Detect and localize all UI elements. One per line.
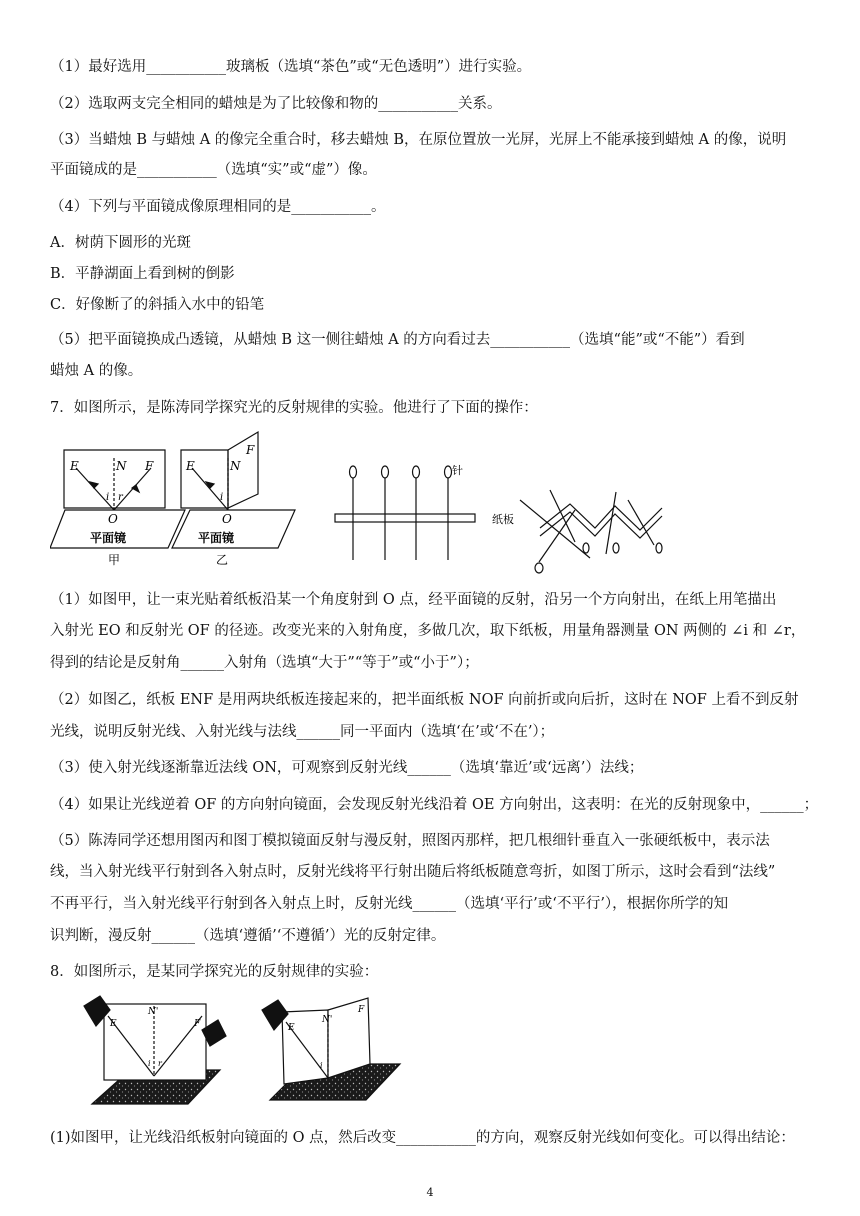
caption-yi: 乙 [216,553,229,567]
q8-figure [70,992,410,1122]
needle-bent-head-4 [656,543,662,553]
needle-bent-head-1 [535,563,543,573]
label-o-yi: O [222,512,232,526]
q7-part4: （4）如果让光线逆着 OF 的方向射向镜面，会发现反射光线沿着 OE 方向射出，这表明：在光的反射现象中，______； [50,797,819,813]
incident-ray-yi [192,468,228,510]
q6-part1: （1）最好选用___________玻璃板（选填“茶色”或“无色透明”）进行实验。 [50,59,532,75]
q7-part5-line1: （5）陈涛同学还想用图丙和图丁模拟镜面反射与漫反射，照图丙那样，把几根细针垂直入一张硬纸板中，表示法 [50,833,770,849]
label-f-jia: F [145,459,154,473]
needle-bent-1 [520,500,590,558]
label-n-jia: N [116,459,127,473]
label-n-photo-jia: N' [148,1007,159,1017]
label-n-yi: N [230,459,241,473]
needle-bent-head-3 [613,543,619,553]
figure-ding [520,490,662,573]
q6-part2: （2）选取两支完全相同的蜡烛是为了比较像和物的___________关系。 [50,96,502,112]
q7-part1-line2: 入射光 EO 和反射光 OF 的径迹。改变光来的入射角度，多做几次，取下纸板，用量角器测量 ON 两侧的 ∠i 和 ∠r， [50,623,806,639]
incident-ray-jia [76,468,114,510]
q7-part2-line1: （2）如图乙，纸板 ENF 是用两块纸板连接起来的，把半面纸板 NOF 向前折或向后折，这时在 NOF 上看不到反射 [50,692,799,708]
label-i-jia: i [106,492,110,503]
cardboard-flat [335,514,475,522]
label-i-yi: i [220,492,224,503]
label-e-yi: E [186,459,195,473]
q6-option-a: A．树荫下圆形的光斑 [50,235,191,251]
arrow-reflected-jia [132,485,139,492]
needle-head-2 [382,466,389,478]
q6-part3-line1: （3）当蜡烛 B 与蜡烛 A 的像完全重合时，移去蜡烛 B，在原位置放一光屏，光屏上不能承接到蜡烛 A 的像，说明 [50,132,787,148]
q6-part5-line2: 蜡烛 A 的像。 [50,363,143,379]
needle-head-4 [445,466,452,478]
page-number: 4 [426,1186,434,1199]
photo-yi [262,998,400,1100]
needle-bent-5 [539,510,575,562]
caption-jia: 甲 [108,553,121,567]
q6-option-b: B．平静湖面上看到树的倒影 [50,266,235,282]
reflected-ray-jia [114,468,151,510]
q7-part1-line1: （1）如图甲，让一束光贴着纸板沿某一个角度射到 O 点，经平面镜的反射，沿另一个方向射出，在纸上用笔描出 [50,592,777,608]
label-i-photo-jia: i [148,1059,151,1068]
label-needle: 针 [452,464,463,477]
q6-part4: （4）下列与平面镜成像原理相同的是___________。 [50,199,386,215]
q6-option-c: C．好像断了的斜插入水中的铅笔 [50,297,265,313]
q7-part5-line2: 线，当入射光线平行射到各入射点时，反射光线将平行射出随后将纸板随意弯折，如图丁所示，这时会看到“法线” [50,864,776,880]
q7-part1-line3: 得到的结论是反射角______入射角（选填“大于”“等于”或“小于”）； [50,655,479,671]
q7-part2-line2: 光线，说明反射光线、入射光线与法线______同一平面内（选填‘在’或‘不在’）； [50,724,555,740]
label-e-photo-jia: E [110,1019,117,1029]
q6-part5-line1: （5）把平面镜换成凸透镜，从蜡烛 B 这一侧往蜡烛 A 的方向看过去___________（选填“能”或“不能”）看到 [50,332,745,348]
label-e-jia: E [70,459,79,473]
label-f-photo-yi: F [358,1005,365,1015]
label-f-yi: F [246,443,255,457]
q6-part3-line2: 平面镜成的是___________（选填“实”或“虚”）像。 [50,162,377,178]
q7-part5-line4: 识判断，漫反射______（选填‘遵循’‘不遵循’）光的反射定律。 [50,928,446,944]
label-r-photo-jia: r [158,1059,162,1068]
needle-head-1 [350,466,357,478]
figure-bing [335,466,475,560]
label-mirror-yi: 平面镜 [198,531,235,545]
label-board: 纸板 [492,513,514,526]
q8-stem: 8．如图所示，是某同学探究光的反射规律的实验： [50,964,379,980]
needle-head-3 [413,466,420,478]
label-i-photo-yi: i [320,1061,323,1070]
q7-part3: （3）使入射光线逐渐靠近法线 ON，可观察到反射光线______（选填‘靠近’或‘远离’）法线； [50,760,644,776]
label-f-photo-jia: F [194,1019,201,1029]
q7-stem: 7．如图所示，是陈涛同学探究光的反射规律的实验。他进行了下面的操作： [50,400,538,416]
q7-part5-line3: 不再平行，当入射光线平行射到各入射点上时，反射光线______（选填‘平行’或‘不平行’），根据你所学的知 [50,896,729,912]
label-n-photo-yi: N' [322,1015,333,1025]
label-o-jia: O [108,512,118,526]
q8-part1: (1)如图甲，让光线沿纸板射向镜面的 O 点，然后改变___________的方向，观察反射光线如何变化。可以得出结论： [50,1130,795,1146]
needle-bent-head-2 [583,543,589,553]
label-mirror-jia: 平面镜 [90,531,127,545]
label-e-photo-yi: E [288,1023,295,1033]
label-r-jia: r [118,492,123,503]
q7-figure [50,430,680,580]
